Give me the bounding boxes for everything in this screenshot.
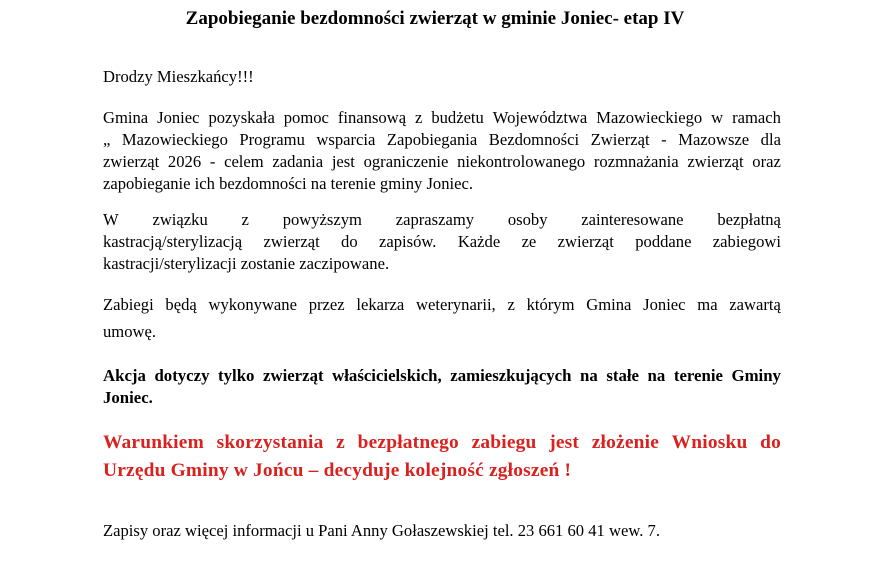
contact-info bbox=[103, 520, 781, 542]
paragraph-eligibility-line-2: Joniec. bbox=[103, 388, 153, 407]
paragraph-eligibility-line-1: Akcja dotyczy tylko zwierząt właścicielskich, zamieszkujących na stałe na terenie Gminy bbox=[103, 366, 781, 385]
document-title: Zapobieganie bezdomności zwierząt w gminie Joniec- etap IV bbox=[185, 8, 685, 29]
paragraph-veterinarian-line-2: umowę. bbox=[103, 322, 156, 341]
paragraph-funding-line-4: zapobieganie ich bezdomności na terenie gminy Joniec. bbox=[103, 174, 473, 193]
paragraph-funding bbox=[103, 107, 781, 195]
paragraph-invitation-line-2: kastracją/sterylizacją zwierząt do zapisów. Każde ze zwierząt poddane zabiegowi bbox=[103, 232, 781, 251]
paragraph-veterinarian bbox=[103, 291, 781, 345]
paragraph-funding-line-1: Gmina Joniec pozyskała pomoc finansową z budżetu Województwa Mazowieckiego w ramach bbox=[103, 108, 781, 127]
paragraph-veterinarian-line-1: Zabiegi będą wykonywane przez lekarza weterynarii, z którym Gmina Joniec ma zawartą bbox=[103, 295, 781, 314]
paragraph-eligibility bbox=[103, 365, 781, 409]
paragraph-condition-notice bbox=[103, 429, 781, 485]
paragraph-funding-line-3: zwierząt 2026 - celem zadania jest ograniczenie niekontrolowanego rozmnażania zwierząt oraz bbox=[103, 152, 781, 171]
paragraph-condition-line-2: Urzędu Gminy w Jońcu – decyduje kolejność zgłoszeń ! bbox=[103, 460, 572, 481]
paragraph-condition-line-1: Warunkiem skorzystania z bezpłatnego zabiegu jest złożenie Wniosku do bbox=[103, 432, 781, 453]
contact-info-text: Zapisy oraz więcej informacji u Pani Anny Gołaszewskiej tel. 23 661 60 41 wew. 7. bbox=[103, 521, 660, 540]
greeting bbox=[103, 66, 781, 88]
paragraph-invitation-line-3: kastracji/sterylizacji zostanie zaczipowane. bbox=[103, 254, 390, 273]
paragraph-invitation bbox=[103, 209, 781, 275]
paragraph-invitation-line-1: W związku z powyższym zapraszamy osoby zainteresowane bezpłatną bbox=[103, 210, 781, 229]
greeting-text: Drodzy Mieszkańcy!!! bbox=[103, 67, 254, 86]
paragraph-funding-line-2: „ Mazowieckiego Programu wsparcia Zapobiegania Bezdomności Zwierząt - Mazowsze dla bbox=[103, 130, 781, 149]
